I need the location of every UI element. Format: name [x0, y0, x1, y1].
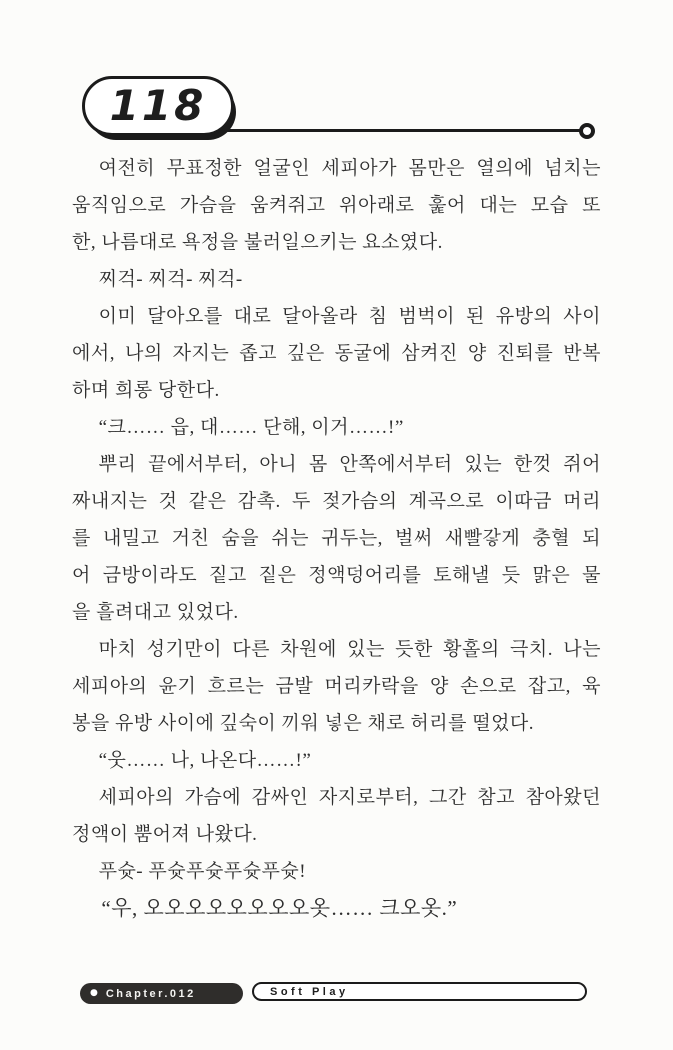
text-line: 푸슛- 푸슛푸슛푸슛푸슛!: [98, 861, 307, 882]
text-line: “웃…… 나, 나온다……!”: [98, 750, 312, 771]
text-line: 짜내지는 것 같은 감촉. 두 젖가슴의 계곡으로 이따금 머리: [72, 491, 601, 512]
text-line: 한, 나름대로 욕정을 불러일으키는 요소였다.: [72, 232, 443, 253]
text-line: 세피아의 가슴에 감싸인 자지로부터, 그간 참고 참아왔던: [98, 787, 601, 808]
text-line: 움직임으로 가슴을 움켜쥐고 위아래로 훑어 대는 모습 또: [72, 195, 601, 216]
text-line: 뿌리 끝에서부터, 아니 몸 안쪽에서부터 있는 한껏 쥐어: [98, 454, 601, 475]
text-line: 세피아의 윤기 흐르는 금발 머리카락을 양 손으로 잡고, 육: [72, 676, 601, 697]
bullet-icon: ●: [90, 988, 98, 998]
text-line: 마치 성기만이 다른 차원에 있는 듯한 황홀의 극치. 나는: [98, 639, 601, 660]
text-line: 찌걱- 찌걱- 찌걱-: [98, 269, 243, 290]
page-number: 118: [109, 80, 207, 130]
text-line: 을 흘려대고 있었다.: [72, 602, 239, 623]
text-line: 어 금방이라도 짙고 짙은 정액덩어리를 토해낼 듯 맑은 물: [72, 565, 601, 586]
page-body: [72, 150, 601, 927]
page-number-pill: [82, 76, 234, 136]
chapter-pill: [80, 983, 243, 1004]
header-rule-line: [226, 129, 580, 132]
text-line: 여전히 무표정한 얼굴인 세피아가 몸만은 열의에 넘치는: [98, 158, 601, 179]
text-line: 를 내밀고 거친 숨을 쉬는 귀두는, 벌써 새빨갛게 충혈 되: [72, 528, 601, 549]
section-title: Soft Play: [270, 985, 349, 998]
text-line: 에서, 나의 자지는 좁고 깊은 동굴에 삼켜진 양 진퇴를 반복: [72, 343, 601, 364]
section-title-pill: [252, 982, 587, 1001]
text-line: 하며 희롱 당한다.: [72, 380, 220, 401]
chapter-label: Chapter.012: [105, 987, 196, 1000]
text-line: “크…… 읍, 대…… 단해, 이거……!”: [98, 417, 404, 438]
text-line: 봉을 유방 사이에 깊숙이 끼워 넣은 채로 허리를 떨었다.: [72, 713, 535, 734]
text-line: “우, 오오오오오오오오옷…… 크오옷.”: [101, 896, 458, 920]
text-line: 정액이 뿜어져 나왔다.: [72, 824, 258, 845]
ring-end-icon: [579, 123, 595, 139]
text-line: 이미 달아오를 대로 달아올라 침 범벅이 된 유방의 사이: [98, 306, 601, 327]
